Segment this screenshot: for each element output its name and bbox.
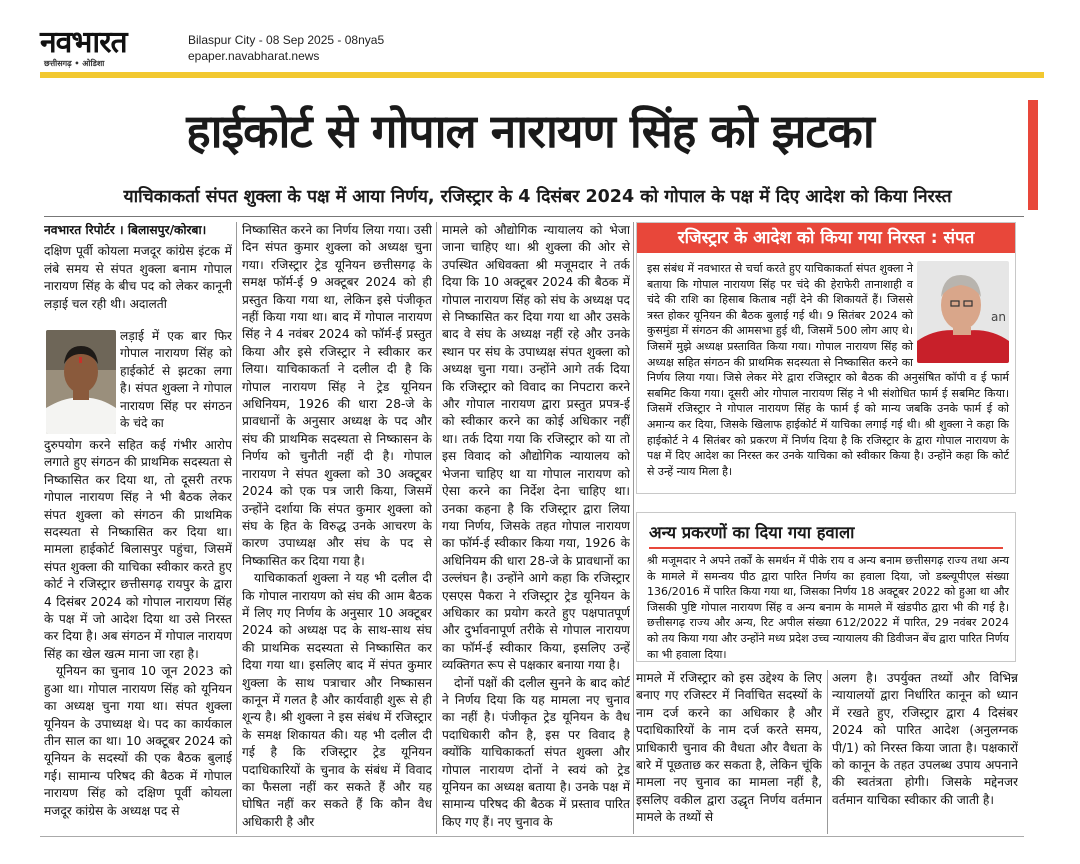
article-column-5 [832, 670, 1018, 836]
accent-bar [1028, 100, 1038, 210]
paragraph: निष्कासित करने का निर्णय लिया गया। उसी दिन संपत कुमार शुक्ला को अध्यक्ष चुना गया। रजिस्ट्रार ट्रेड यूनियन छत्तीसगढ़ के समक्ष फॉर्म-ई 9 अक्टूबर 2024 को ही प्रस्तुत किया गया था, लेकिन इसे पंजीकृत नहीं किया गया था। बाद में गोपाल नारायण सिंह ने 4 नवंबर 2024 को फॉर्म-ई प्रस्तुत किया और इसे रजिस्ट्रार ने स्वीकार कर लिया। याचिकाकर्ता ने दलील दी है कि गोपाल नारायण सिंह ने ट्रेड यूनियन अधिनियम, 1926 की धारा 28-जे के प्रावधानों के अनुसार अध्यक्ष के पद और संघ की प्राथमिक सदस्यता से निष्कासन के निर्णय को चुनौती नहीं दी है। गोपाल नारायण ने संपत शुक्ला को 30 अक्टूबर 2024 को एक पत्र जारी किया, जिसमें उन्होंने दर्शाया कि संपत कुमार शुक्ला को संघ के हित के विरुद्ध उनके आचरण के कारण उपाध्यक्ष और संघ के पद से निष्कासित कर दिया गया है। [242, 223, 432, 568]
column-divider [633, 222, 634, 834]
article-column-3 [442, 222, 630, 836]
box-title: रजिस्ट्रार के आदेश को किया गया निरस्त : संपत [637, 223, 1015, 253]
column-divider [827, 670, 828, 834]
paragraph: मामले को औद्योगिक न्यायालय को भेजा जाना चाहिए था। श्री शुक्ला की ओर से उपस्थित अधिवक्ता श्री मजूमदार ने तर्क दिया कि 10 अक्टूबर 2024 की बैठक में गोपाल नारायण सिंह को संघ के अध्यक्ष पद से निष्कासित कर दिया गया था और उसके बाद वे संघ के अध्यक्ष नहीं रहे और उनके स्थान पर संघ के उपाध्यक्ष संपत शुक्ला को अध्यक्ष चुना गया। उन्होंने आगे तर्क दिया कि रजिस्ट्रार को विवाद का निपटारा करने और गोपाल नारायण द्वारा प्रस्तुत प्रपत्र-ई को स्वीकार करने का कोई अधिकार नहीं था। तर्क दिया गया कि रजिस्ट्रार को या तो इस विवाद को औद्योगिक न्यायालय को भेजना चाहिए था या गोपाल नारायण को ऐसा करने का निर्देश देना चाहिए था। उनका कहना है कि रजिस्ट्रार द्वारा लिया गया निर्णय, जिसके तहत गोपाल नारायण का फॉर्म-ई स्वीकार किया गया, 1926 के अधिनियम की धारा 28-जे के प्रावधानों का उल्लंघन है। उन्होंने आगे कहा कि रजिस्ट्रार एसएस पैकरा ने रजिस्ट्रार ट्रेड यूनियन के अधिकार का प्रयोग करते हुए पक्षपातपूर्ण और दुर्भावनापूर्ण तरीके से गोपाल नारायण का फॉर्म-ई स्वीकार किया, इसलिए उन्हें व्यक्तिगत रूप से पक्षकार बनाया गया है। [442, 223, 630, 673]
sidebar-box-other-cases [636, 512, 1016, 662]
box-title: अन्य प्रकरणों का दिया गया हवाला [649, 523, 855, 542]
headline-rule [44, 216, 1024, 217]
paragraph: लड़ाई में एक बार फिर गोपाल नारायण सिंह को हाईकोर्ट से झटका लगा है। संपत शुक्ला ने गोपाल नारायण सिंह पर संगठन के चंदे का [120, 329, 232, 431]
newspaper-logo: नवभारत [40, 25, 127, 60]
column-divider [236, 222, 237, 834]
logo-subtitle: छत्तीसगढ़ • ओडिशा [44, 59, 105, 68]
masthead-divider [40, 72, 1044, 78]
masthead [40, 25, 1040, 70]
edition-url: epaper.navabharat.news [188, 49, 320, 63]
paragraph: यूनियन का चुनाव 10 जून 2023 को हुआ था। गोपाल नारायण सिंह को यूनियन का अध्यक्ष चुना गया था। संपत शुक्ला यूनियन के उपाध्यक्ष थे। पद का कार्यकाल तीन साल का था। 10 अक्टूबर 2024 को यूनियन के सदस्यों की एक बैठक बुलाई गई। सामान्य परिषद की बैठक में गोपाल नारायण सिंह को दक्षिण पूर्वी कोयला मजदूर कांग्रेस के अध्यक्ष पद से [44, 664, 232, 818]
sidebar-box-sampat-quote [636, 222, 1016, 494]
paragraph: दुरुपयोग करने सहित कई गंभीर आरोप लगाते हुए संगठन की प्राथमिक सदस्यता से निष्कासित कर दिया था, तो दूसरी तरफ गोपाल नारायण सिंह ने भी बैठक लेकर संपत शुक्ला को संगठन की प्राथमिक सदस्यता से निष्कासित कर दिया था। मामला हाईकोर्ट बिलासपुर पहुंचा, जिसमें संपत शुक्ला की याचिका स्वीकार करते हुए कोर्ट ने रजिस्ट्रार छत्तीसगढ़ रायपुर के द्वारा 4 दिसंबर 2024 को गोपाल नारायण सिंह के पक्ष में जो आदेश दिया था उसे निरस्त कर दिया है। अब संगठन में गोपाल नारायण सिंह का खेल खत्म माना जा रहा है। [44, 438, 232, 661]
subheadline: याचिकाकर्ता संपत शुक्ला के पक्ष में आया निर्णय, रजिस्ट्रार के 4 दिसंबर 2024 को गोपाल के पक्ष में दिए आदेश को किया निरस्त [123, 187, 952, 207]
paragraph: अलग है। उपर्युक्त तथ्यों और विभिन्न न्यायालयों द्वारा निर्धारित कानून को ध्यान में रखते हुए, रजिस्ट्रार द्वारा 4 दिसंबर 2024 को पारित आदेश (अनुलग्नक पी/1) को निरस्त किया जाता है। पक्षकारों को कानून के तहत उपलब्ध उपाय अपनाने की स्वतंत्रता होगी। जिसके मद्देनजर वर्तमान याचिका स्वीकार की जाती है। [832, 671, 1018, 807]
edition-info [188, 32, 384, 64]
paragraph: दक्षिण पूर्वी कोयला मजदूर कांग्रेस इंटक में लंबे समय से संपत शुक्ला बनाम गोपाल नारायण सिंह के बीच पद को लेकर कानूनी लड़ाई चल रही थी। अदालती [44, 244, 232, 311]
box-text: श्री मजूमदार ने अपने तर्कों के समर्थन में पीके राय व अन्य बनाम छत्तीसगढ़ राज्य तथा अन्य के मामले में समन्वय पीठ द्वारा पारित निर्णय का हवाला दिया, जो डब्ल्यूपीएल संख्या 136/2016 में पारित किया गया था, जिसका निर्णय 18 अक्टूबर 2022 को हुआ था और जिसकी पुष्टि गोपाल नारायण सिंह व अन्य बनाम के मामले में खंडपीठ द्वारा भी की गई है। छत्तीसगढ़ राज्य और अन्य, रिट अपील संख्या 612/2022 में पारित, 29 नवंबर 2024 को तय किया गया और उन्होंने मध्य प्रदेश उच्च न्यायालय की डिवीजन बेंच द्वारा पारित निर्णय का भी हवाला दिया। [647, 554, 1009, 661]
article-column-1-wrap [120, 328, 232, 436]
paragraph: मामले में रजिस्ट्रार को इस उद्देश्य के लिए बनाए गए रजिस्टर में निर्वाचित सदस्यों के नाम दर्ज करने का अधिकार है और पदाधिकारियों के नाम दर्ज करते समय, प्राधिकारी चुनाव की वैधता और वैधता के बारे में पूछताछ कर सकता है, लेकिन चूंकि मामला नए चुनाव का मामला नहीं है, इसलिए वकील द्वारा उद्धृत निर्णय वर्तमान मामले के तथ्यों से [636, 671, 822, 825]
byline: नवभारत रिपोर्टर । बिलासपुर/कोरबा। [44, 223, 207, 237]
column-divider [436, 222, 437, 834]
gopal-narayan-singh-photo [46, 330, 116, 434]
article-column-4 [636, 670, 822, 836]
photo-background-text: an [991, 310, 1006, 324]
paragraph: इस संबंध में नवभारत से चर्चा करते हुए याचिकाकर्ता संपत शुक्ला ने बताया कि गोपाल नारायण सिंह पर चंदे की हेराफेरी तानाशाही व चंदे की राशि का हिसाब किताब नहीं देने की शिकायतें हैं। जिससे त्रस्त होकर यूनियन की बैठक बुलाई गई थी। 9 सितंबर 2024 को कुसमुंडा में संगठन की आमसभा हुई थी, जिसमें 500 लोग आए थे। जिसमें मुझे अध्यक्ष प्रस्तावित किया गया। गोपाल नारायण सिंह को अध्यक्ष सहित संगठन की प्राथमिक सदस्यता से निष्कासित करने का निर्णय लिया गया। जिसे लेकर मेरे द्वारा रजिस्ट्रार को बैठक की अनुसंषित कॉपी व ई फार्म सबमिट किया गया। दूसरी ओर गोपाल नारायण सिंह ने भी संशोधित फार्म ई सबमिट किया। जिसमें रजिस्ट्रार ने गोपाल नारायण सिंह के फार्म ई को मान्य जबकि उनके फार्म ई को अमान्य कर दिया, जिसके खिलाफ हाईकोर्ट में याचिका लगाई गई थी। श्री शुक्ला ने कहा कि हाईकोर्ट ने 4 सितंबर को प्रकरण में निर्णय दिया है कि रजिस्ट्रार के द्वारा गोपाल नारायण के पक्ष में दिए आदेश का निरस्त कर उनके याचिका को स्वीकार किया है। उन्होंने कहा कि कोर्ट से उन्हें न्याय मिला है। [647, 262, 1009, 478]
paragraph: दोनों पक्षों की दलील सुनने के बाद कोर्ट ने निर्णय दिया कि यह मामला नए चुनाव का नहीं है। पंजीकृत ट्रेड यूनियन के वैध पदाधिकारी कौन है, इस पर विवाद है क्योंकि याचिकाकर्ता संपत शुक्ला और गोपाल नारायण दोनों ने स्वयं को ट्रेड यूनियन का अध्यक्ष बताया है। उनके पक्ष में सामान्य परिषद की बैठक में प्रस्ताव पारित किए गए हैं। नए चुनाव के [442, 675, 630, 829]
article-column-1-continued [44, 437, 232, 837]
photo-spacer [913, 261, 1009, 365]
edition-date: Bilaspur City - 08 Sep 2025 - 08nya5 [188, 33, 385, 47]
article-column-2 [242, 222, 432, 836]
page-bottom-rule [40, 836, 1024, 837]
paragraph: याचिकाकर्ता शुक्ला ने यह भी दलील दी कि गोपाल नारायण को संघ की आम बैठक में लिए गए निर्णय के अनुसार 10 अक्टूबर 2024 को अध्यक्ष पद के साथ-साथ संघ की प्राथमिक सदस्यता से निष्कासित कर दिया गया था। इसलिए बाद में संपत कुमार शुक्ला के साथ पत्राचार और निष्कासन कानून में गलत है और कार्यवाही शुरू से ही शून्य है। श्री शुक्ला ने इस संबंध में रजिस्ट्रार के समक्ष शिकायत की। यह भी दलील दी गई है कि रजिस्ट्रार ट्रेड यूनियन पदाधिकारियों के चुनाव के संबंध में विवाद का फैसला नहीं कर सकते हैं और यह घोषित नहीं कर सकते हैं कि कौन वैध अधिकारी है और [242, 571, 432, 829]
headline: हाईकोर्ट से गोपाल नारायण सिंह को झटका [186, 104, 874, 158]
box-text [647, 261, 1009, 479]
title-underline [649, 547, 1003, 549]
